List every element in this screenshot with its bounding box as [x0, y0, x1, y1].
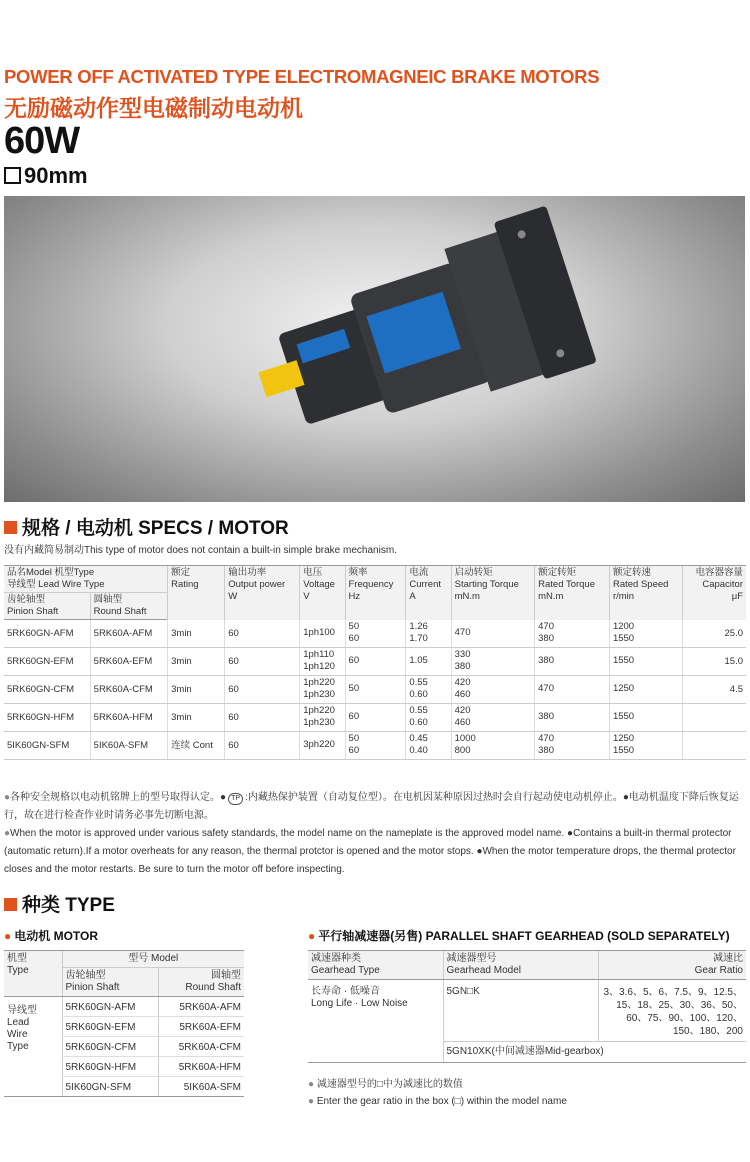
cell-current [406, 676, 451, 704]
cell-voltage-line: 1ph120 [303, 661, 335, 672]
cell-output: 60 [225, 704, 300, 732]
start-unit: mN.m [454, 591, 480, 602]
col-starting-torque [451, 566, 534, 620]
type-cn: 机型 [7, 953, 27, 964]
motor-type-body [4, 997, 244, 1097]
col-current [406, 566, 451, 620]
cell-current [406, 620, 451, 648]
cell-current-line: 0.45 [409, 733, 428, 744]
cell-voltage [300, 620, 345, 648]
cell-start [451, 648, 534, 676]
round-cn: 圆轴型 [211, 970, 241, 981]
rspeed-unit: r/min [612, 591, 635, 602]
notes-en: ●When the motor is approved under various safety standards, the model name on the nameplate is the approved model name. ●Contains a built-in thermal protector (automatic return).If a motor overheats for any reason, the thermal protctor is opened and the motor stops. ●When the motor temperature drops, the thermal protector closes and the motor restarts. Be sure to turn the motor off before inspecting. [4, 828, 736, 875]
cell-voltage [300, 676, 345, 704]
cell-rspeed-line: 1250 [612, 683, 635, 694]
col-frequency [345, 566, 406, 620]
type-en: Type [7, 965, 29, 976]
rating-cn: 额定 [171, 567, 191, 578]
type-heading-text: 种类 TYPE [22, 895, 115, 916]
cell-rating: 3min [168, 648, 225, 676]
gh-col-type [308, 951, 443, 980]
gearhead-subheading [308, 927, 730, 944]
cell-cap [683, 704, 746, 732]
specs-notes [4, 789, 746, 879]
cell-start-line: 420 [454, 677, 471, 688]
table-row [4, 620, 746, 648]
gearhead-subheading-text: 平行轴减速器(另售) PARALLEL SHAFT GEARHEAD (SOLD SEPARATELY) [318, 929, 730, 943]
cell-voltage [300, 648, 345, 676]
gh-ratio-cn: 减速比 [713, 953, 743, 964]
motor-subheading-text: 电动机 MOTOR [14, 929, 99, 943]
current-cn: 电流 [409, 567, 429, 578]
cell-voltage-line: 1ph220 [303, 677, 335, 688]
rspeed-en: Rated Speed [612, 579, 669, 590]
cell-rspeed [609, 732, 682, 760]
cell-rtorque-line: 380 [538, 745, 554, 756]
cell-start [451, 676, 534, 704]
gearhead-table [308, 950, 746, 1063]
motor-round-model: 5RK60A-AFM [158, 997, 244, 1017]
cell-cap: 4.5 [683, 676, 746, 704]
rtorque-unit: mN.m [538, 591, 564, 602]
motor-pinion-model: 5RK60GN-HFM [62, 1057, 158, 1077]
col-pinion [4, 593, 90, 620]
section-marker-icon [4, 521, 17, 534]
cell-freq-line: 60 [348, 655, 360, 666]
cell-rtorque [535, 732, 610, 760]
cell-current-line: 0.40 [409, 745, 428, 756]
motor-pinion-model: 5RK60GN-EFM [62, 1017, 158, 1037]
cell-rspeed-line: 1200 [612, 620, 635, 632]
gh-ratio-cell: 3、3.6、5、6、7.5、9、12.5、15、18、25、30、36、50、60、75、90、100、120、150、180、200 [598, 980, 746, 1042]
cell-freq [345, 620, 406, 648]
title-chinese: 无励磁动作型电磁制动电动机 [4, 95, 303, 121]
cell-current-line: 1.26 [409, 620, 428, 632]
gh-col-model [443, 951, 598, 980]
cell-current [406, 732, 451, 760]
cell-pinion: 5IK60GN-SFM [4, 732, 90, 760]
cell-pinion: 5RK60GN-EFM [4, 648, 90, 676]
motor-round-model: 5RK60A-CFM [158, 1037, 244, 1057]
note-en: When the motor is approved under various safety standards, the model name on the nameplate is the approved model name. ●Contains a built-in thermal protector (automatic return).If a motor overheats for any reason, the thermal protctor is opened and the motor stops. ●When the motor temperature drops, the thermal protector closes and the motor restarts. Be sure to turn the motor off before inspecting. [4, 828, 736, 875]
current-en: Current [409, 579, 442, 590]
cell-start-line: 330 [454, 649, 471, 660]
cell-rating: 连续 Cont [168, 732, 225, 760]
cell-voltage [300, 704, 345, 732]
cell-cap: 15.0 [683, 648, 746, 676]
motor-pinion-model: 5IK60GN-SFM [62, 1077, 158, 1097]
cell-current-line: 0.55 [409, 705, 428, 716]
gh-note-cn-text: 减速器型号的□中为减速比的数值 [316, 1079, 463, 1090]
cell-freq [345, 648, 406, 676]
cell-voltage-line: 1ph100 [303, 626, 335, 638]
cell-voltage-line: 1ph110 [303, 649, 335, 660]
cell-freq-line: 60 [348, 632, 360, 644]
cell-start-line: 470 [454, 626, 471, 638]
gh-type-cell [308, 980, 443, 1042]
pinion-cn: 齿轮轴型 [7, 594, 46, 605]
cell-rspeed-line: 1250 [612, 733, 635, 744]
rating-en: Rating [171, 579, 199, 590]
cap-cn: 电容器容量 [695, 567, 743, 578]
gh-mid-cell: 5GN10XK(中间减速器Mid-gearbox) [443, 1042, 746, 1063]
voltage-unit: V [303, 591, 310, 602]
gh-mid-empty [308, 1042, 443, 1063]
type-heading [4, 890, 115, 917]
cell-freq [345, 676, 406, 704]
cell-freq-line: 50 [348, 733, 360, 744]
cell-current-line: 0.60 [409, 689, 428, 700]
cell-round: 5IK60A-SFM [90, 732, 167, 760]
cell-freq [345, 732, 406, 760]
rtorque-cn: 额定转矩 [538, 567, 577, 578]
cell-current [406, 648, 451, 676]
cell-rtorque-line: 470 [538, 683, 554, 694]
gh-model-cn: 减速器型号 [446, 953, 497, 964]
gh-ratio-en: Gear Ratio [694, 965, 743, 976]
gearhead-row [308, 980, 746, 1042]
cell-rspeed-line: 1550 [612, 655, 635, 666]
gh-type-value-cn: 长寿命 · 低噪音 [311, 986, 380, 997]
motor-header-row [4, 951, 244, 968]
output-cn: 输出功率 [228, 567, 267, 578]
power-rating: 60W [4, 120, 80, 162]
cell-start-line: 380 [454, 661, 471, 672]
specs-body [4, 620, 746, 760]
rtorque-en: Rated Torque [538, 579, 595, 590]
cell-rtorque [535, 704, 610, 732]
start-cn: 启动转矩 [454, 567, 493, 578]
cell-freq-line: 50 [348, 683, 360, 694]
gh-note-en-text: Enter the gear ratio in the box (□) within the model name [316, 1096, 567, 1107]
cell-round: 5RK60A-CFM [90, 676, 167, 704]
cell-output: 60 [225, 620, 300, 648]
cap-unit: μF [731, 591, 743, 602]
note-cn-1: 各种安全规格以电动机铭牌上的型号取得认定。● [10, 792, 227, 803]
motor-type-table [4, 950, 244, 1097]
cell-freq-line: 50 [348, 620, 360, 632]
bullet-icon: ● [4, 929, 12, 943]
motor-round-model: 5RK60A-HFM [158, 1057, 244, 1077]
cell-cap [683, 732, 746, 760]
gh-model-en: Gearhead Model [446, 965, 521, 976]
cell-cap: 25.0 [683, 620, 746, 648]
col-round [90, 593, 167, 620]
rspeed-cn: 额定转速 [612, 567, 651, 578]
output-en: Output power [228, 579, 286, 590]
note-cn-2: :内藏热保护装置（自动复位型）。在电机因某种原因过热时会自行起动使电动机停止。●电动机温度下降后恢复运行，故在进行检查作业时请务必事先切断电源。 [4, 792, 739, 821]
cell-start-line: 420 [454, 705, 471, 716]
cell-voltage-line: 1ph230 [303, 689, 335, 700]
gearhead-mid-row [308, 1042, 746, 1063]
cell-rtorque-line: 470 [538, 733, 554, 744]
col-model [4, 566, 168, 593]
cell-round: 5RK60A-HFM [90, 704, 167, 732]
cell-output: 60 [225, 648, 300, 676]
motor-round-model: 5RK60A-EFM [158, 1017, 244, 1037]
section-marker-icon [4, 898, 17, 911]
col-rating [168, 566, 225, 620]
cell-rtorque-line: 470 [538, 620, 554, 632]
cell-rspeed [609, 704, 682, 732]
freq-en: Frequency [348, 579, 394, 590]
table-header-row [4, 566, 746, 593]
motor-col-round [158, 968, 244, 997]
cell-rtorque-line: 380 [538, 655, 554, 666]
cell-freq [345, 704, 406, 732]
motor-col-type [4, 951, 62, 997]
cell-start-line: 460 [454, 717, 471, 728]
product-photo [4, 196, 745, 502]
cell-start [451, 732, 534, 760]
voltage-cn: 电压 [303, 567, 323, 578]
cell-rating: 3min [168, 704, 225, 732]
cell-voltage-line: 1ph220 [303, 705, 335, 716]
freq-unit: Hz [348, 591, 361, 602]
cell-start-line: 1000 [454, 733, 476, 744]
gh-note-cn [308, 1076, 567, 1093]
cell-voltage-line: 3ph220 [303, 739, 335, 750]
notes-cn: ●各种安全规格以电动机铭牌上的型号取得认定。● TP :内藏热保护装置（自动复位型）。在电机因某种原因过热时会自行起动使电动机停止。●电动机温度下降后恢复运行，故在进行检查作业时请务必事先切断电源。 [4, 792, 739, 821]
freq-cn: 频率 [348, 567, 368, 578]
cell-start-line: 800 [454, 745, 471, 756]
round-en: Round Shaft [185, 982, 241, 993]
square-icon [4, 167, 21, 184]
cell-current-line: 1.70 [409, 632, 428, 644]
round-en: Round Shaft [93, 606, 147, 617]
cell-rtorque-line: 380 [538, 711, 554, 722]
motor-illustration [4, 196, 745, 502]
motor-pinion-model: 5RK60GN-AFM [62, 997, 158, 1017]
col-voltage [300, 566, 345, 620]
table-row [4, 704, 746, 732]
cell-round: 5RK60A-EFM [90, 648, 167, 676]
table-row [4, 648, 746, 676]
col-model-label: 品名Model 机型Type [7, 567, 95, 578]
frame-size [4, 163, 88, 189]
pinion-en: Pinion Shaft [65, 982, 120, 993]
pinion-en: Pinion Shaft [7, 606, 59, 617]
bullet-icon: ● [308, 1096, 315, 1107]
col-output [225, 566, 300, 620]
cell-output: 60 [225, 732, 300, 760]
specs-heading-text: 规格 / 电动机 SPECS / MOTOR [22, 518, 289, 539]
specs-table [4, 565, 746, 760]
cell-output: 60 [225, 676, 300, 704]
gh-type-en: Gearhead Type [311, 965, 380, 976]
motor-pinion-model: 5RK60GN-CFM [62, 1037, 158, 1057]
cell-rspeed-line: 1550 [612, 745, 635, 756]
cell-voltage [300, 732, 345, 760]
specs-heading [4, 513, 289, 540]
gh-model-cell: 5GN□K [443, 980, 598, 1042]
motor-col-model: 型号 Model [62, 951, 244, 968]
motor-col-pinion [62, 968, 158, 997]
cell-rspeed-line: 1550 [612, 632, 635, 644]
col-rated-speed [609, 566, 682, 620]
start-en: Starting Torque [454, 579, 519, 590]
cell-pinion: 5RK60GN-AFM [4, 620, 90, 648]
cell-current-line: 1.05 [409, 655, 428, 666]
cell-rtorque [535, 620, 610, 648]
lead-wire-label: 导线型 Lead Wire Type [4, 997, 62, 1097]
motor-subheading [4, 927, 98, 944]
tp-icon: TP [228, 793, 243, 805]
cell-current-line: 0.60 [409, 717, 428, 728]
cell-rating: 3min [168, 676, 225, 704]
gearhead-header-row [308, 951, 746, 980]
col-rated-torque [535, 566, 610, 620]
specs-note: 没有内藏简易制动This type of motor does not contain a built-in simple brake mechanism. [4, 545, 397, 556]
round-cn: 圆轴型 [93, 594, 123, 605]
bullet-icon: ● [308, 929, 316, 943]
cell-rtorque-line: 380 [538, 632, 554, 644]
motor-round-model: 5IK60A-SFM [158, 1077, 244, 1097]
cell-rspeed-line: 1550 [612, 711, 635, 722]
table-row [4, 676, 746, 704]
cell-start [451, 704, 534, 732]
cell-rtorque [535, 676, 610, 704]
gh-col-ratio [598, 951, 746, 980]
cap-en: Capacitor [702, 579, 743, 590]
title-english: POWER OFF ACTIVATED TYPE ELECTROMAGNEIC BRAKE MOTORS [4, 66, 600, 87]
output-unit: W [228, 591, 238, 602]
cell-start [451, 620, 534, 648]
cell-freq-line: 60 [348, 745, 360, 756]
cell-rspeed [609, 676, 682, 704]
col-capacitor [683, 566, 746, 620]
table-row [4, 732, 746, 760]
gh-type-value-en: Long Life · Low Noise [311, 998, 408, 1009]
cell-current-line: 0.55 [409, 677, 428, 688]
cell-round: 5RK60A-AFM [90, 620, 167, 648]
gearhead-notes [308, 1076, 567, 1110]
table-row [4, 997, 244, 1017]
gh-type-cn: 减速器种类 [311, 953, 361, 964]
cell-start-line: 460 [454, 689, 471, 700]
bullet-icon: ● [308, 1079, 315, 1090]
cell-rspeed [609, 648, 682, 676]
frame-size-value: 90mm [24, 163, 88, 188]
cell-freq-line: 60 [348, 711, 360, 722]
current-unit: A [409, 591, 416, 602]
voltage-en: Voltage [303, 579, 335, 590]
cell-rating: 3min [168, 620, 225, 648]
col-lead-wire: 导线型 Lead Wire Type [7, 579, 105, 590]
pinion-cn: 齿轮轴型 [65, 970, 106, 981]
cell-rspeed [609, 620, 682, 648]
cell-pinion: 5RK60GN-CFM [4, 676, 90, 704]
cell-voltage-line: 1ph230 [303, 717, 335, 728]
gh-note-en [308, 1093, 567, 1110]
cell-current [406, 704, 451, 732]
cell-pinion: 5RK60GN-HFM [4, 704, 90, 732]
cell-rtorque [535, 648, 610, 676]
